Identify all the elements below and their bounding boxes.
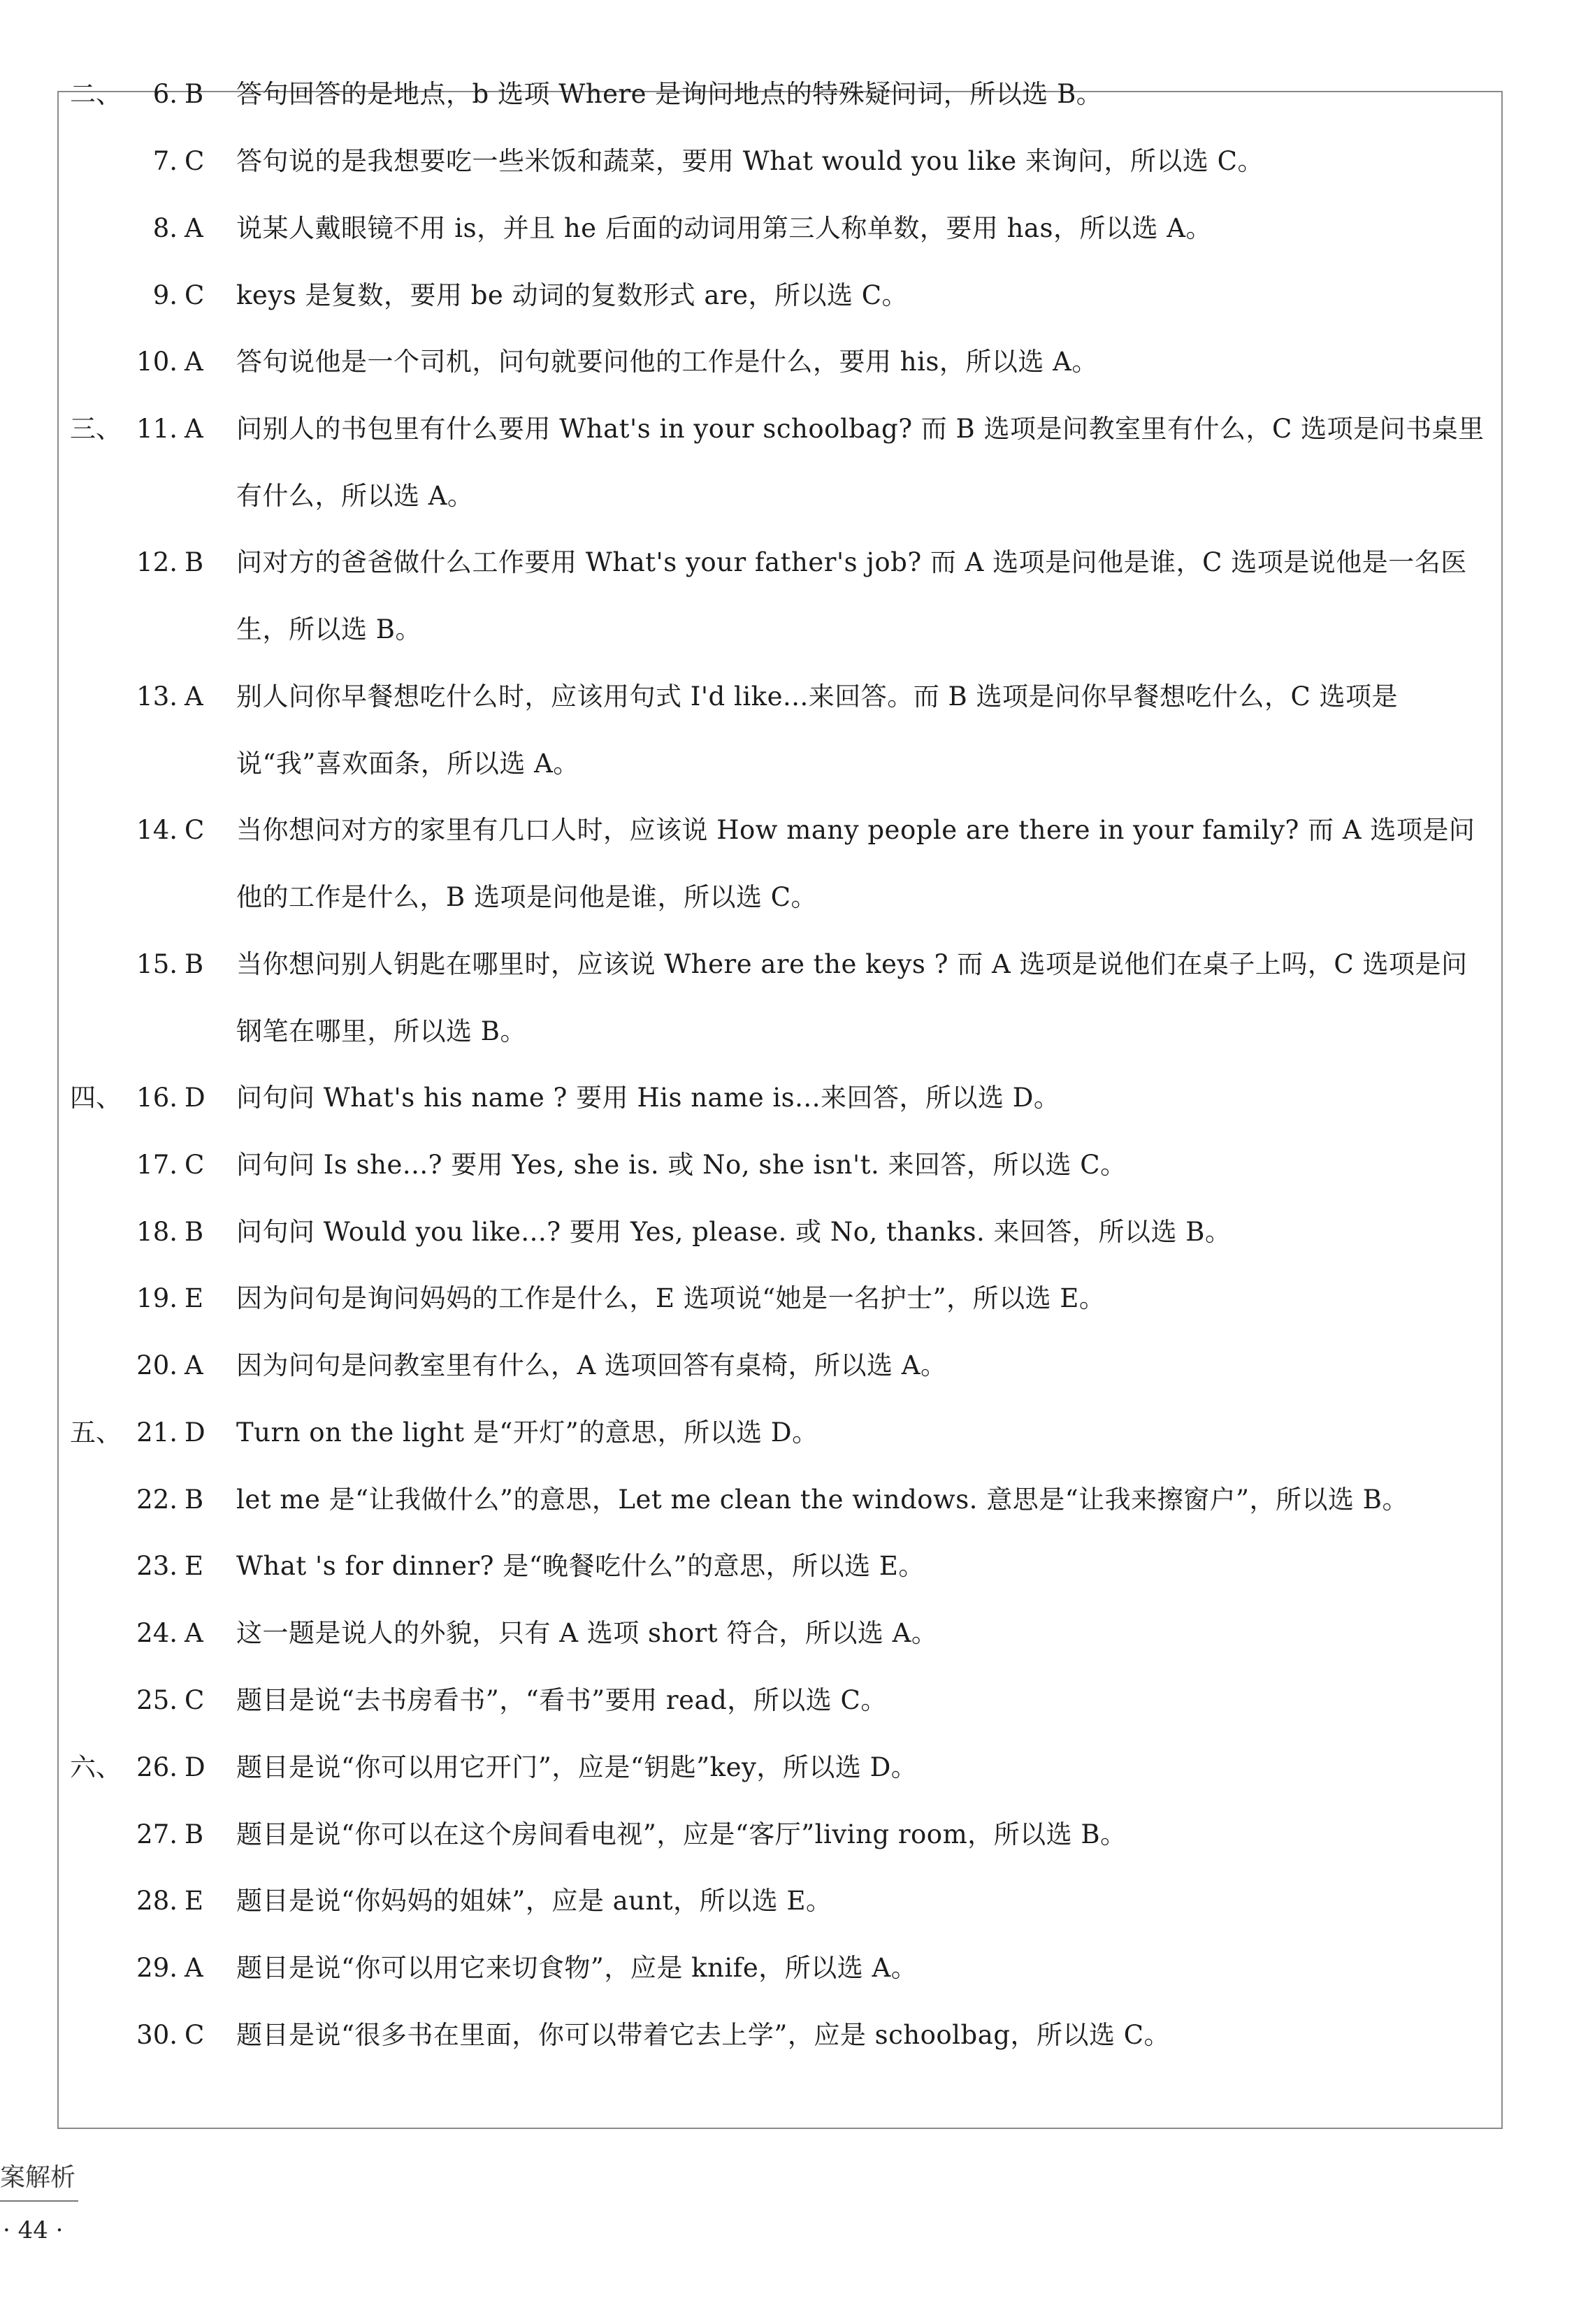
question-number: 16. [136,1083,178,1113]
answer-item [0,329,1581,396]
explanation-text: 题目是说“你妈妈的姐妹”，应是 aunt，所以选 E。 [236,1886,832,1916]
answer-item [0,1868,1581,1935]
explanation-text: 题目是说“去书房看书”，“看书”要用 read，所以选 C。 [236,1685,887,1715]
question-number: 25. [136,1685,178,1715]
answer-letter: A [185,347,203,377]
explanation-text: keys 是复数，要用 be 动词的复数形式 are，所以选 C。 [236,280,909,310]
explanation-text: 当你想问对方的家里有几口人时，应该说 How many people are there in your family? 而 A 选项是问他的工作是什么，B 选项是问他是谁，所以选 C。 [236,815,1475,912]
answer-letter: C [185,1685,205,1715]
answer-letter: B [185,547,204,577]
question-number: 7. [152,146,178,176]
answer-item [0,128,1581,195]
question-number: 15. [136,949,178,979]
answer-letter: B [185,1485,204,1515]
section-label: 五、 [70,1417,122,1448]
section-label: 二、 [70,79,122,109]
answer-letter: A [185,1618,203,1648]
section-label: 三、 [70,414,122,444]
question-number: 6. [152,79,178,109]
question-number: 28. [136,1886,178,1916]
answer-item [0,1801,1581,1868]
answer-item [0,1533,1581,1600]
section-label: 六、 [70,1752,122,1782]
answer-letter: B [185,949,204,979]
answer-letter: C [185,146,205,176]
answer-letter: A [185,681,203,712]
answer-letter: A [185,1953,203,1983]
answer-item [0,1064,1581,1132]
answer-letter: C [185,280,205,310]
answer-letter: A [185,414,203,444]
answer-item [0,195,1581,262]
question-number: 19. [136,1283,178,1313]
question-number: 10. [136,347,178,377]
answer-item [0,797,1581,931]
page-number: · 44 · [3,2216,64,2244]
answer-item [0,1399,1581,1466]
explanation-text: 答句回答的是地点，b 选项 Where 是询问地点的特殊疑问词，所以选 B。 [236,79,1103,109]
question-number: 29. [136,1953,178,1983]
explanation-text: 因为问句是问教室里有什么，A 选项回答有桌椅，所以选 A。 [236,1350,947,1380]
answer-item [0,1466,1581,1533]
explanation-text: 题目是说“你可以用它开门”，应是“钥匙”key，所以选 D。 [236,1752,918,1782]
answer-item [0,529,1581,663]
question-number: 20. [136,1350,178,1380]
explanation-text: 问句问 Is she...? 要用 Yes, she is. 或 No, she isn't. 来回答，所以选 C。 [236,1150,1127,1180]
question-number: 27. [136,1819,178,1849]
explanation-text: 问别人的书包里有什么要用 What's in your schoolbag? 而 B 选项是问教室里有什么，C 选项是问书桌里有什么，所以选 A。 [236,414,1485,511]
explanation-text: 题目是说“你可以在这个房间看电视”，应是“客厅”living room，所以选 B。 [236,1819,1127,1849]
answer-item [0,1600,1581,1667]
answer-letter: E [185,1886,204,1916]
answer-letter: B [185,1217,204,1247]
answer-letter: C [185,1150,205,1180]
explanation-text: 问句问 Would you like...? 要用 Yes, please. 或 No, thanks. 来回答，所以选 B。 [236,1217,1232,1247]
answer-letter: E [185,1551,204,1581]
answer-letter: C [185,815,205,845]
answer-letter: A [185,1350,203,1380]
answer-item [0,396,1581,530]
explanation-text: 当你想问别人钥匙在哪里时，应该说 Where are the keys ? 而 A 选项是说他们在桌子上吗，C 选项是问钢笔在哪里，所以选 B。 [236,949,1468,1046]
answer-item [0,1935,1581,2002]
section-label: 四、 [70,1083,122,1113]
question-number: 26. [136,1752,178,1782]
answer-item [0,1332,1581,1399]
explanation-text: What 's for dinner? 是“晚餐吃什么”的意思，所以选 E。 [236,1551,925,1581]
answer-item [0,931,1581,1065]
explanation-text: 答句说的是我想要吃一些米饭和蔬菜，要用 What would you like 来询问，所以选 C。 [236,146,1264,176]
question-number: 13. [136,681,178,712]
question-number: 9. [152,280,178,310]
explanation-text: 答句说他是一个司机，问句就要问他的工作是什么，要用 his，所以选 A。 [236,347,1098,377]
explanation-text: 问句问 What's his name ? 要用 His name is...来回答，所以选 D。 [236,1083,1060,1113]
answer-letter: B [185,1819,204,1849]
explanation-text: let me 是“让我做什么”的意思，Let me clean the windows. 意思是“让我来擦窗户”，所以选 B。 [236,1485,1408,1515]
question-number: 17. [136,1150,178,1180]
question-number: 11. [136,414,178,444]
answer-item [0,2002,1581,2069]
answer-item [0,1199,1581,1266]
answer-item [0,1734,1581,1801]
answer-item [0,1667,1581,1734]
explanation-text: 这一题是说人的外貌，只有 A 选项 short 符合，所以选 A。 [236,1618,938,1648]
explanation-text: 因为问句是询问妈妈的工作是什么，E 选项说“她是一名护士”，所以选 E。 [236,1283,1106,1313]
question-number: 12. [136,547,178,577]
answer-letter: D [185,1417,205,1448]
question-number: 14. [136,815,178,845]
answer-letter: C [185,2020,205,2050]
explanation-text: 问对方的爸爸做什么工作要用 What's your father's job? 而 A 选项是问他是谁，C 选项是说他是一名医生，所以选 B。 [236,547,1467,644]
question-number: 24. [136,1618,178,1648]
answer-letter: B [185,79,204,109]
answer-letter: E [185,1283,204,1313]
footer-label: 案解析 [0,2163,76,2192]
explanation-text: 题目是说“你可以用它来切食物”，应是 knife，所以选 A。 [236,1953,918,1983]
answer-item [0,262,1581,329]
answer-letter: A [185,213,203,243]
answer-item [0,663,1581,797]
question-number: 18. [136,1217,178,1247]
answer-item [0,61,1581,128]
explanation-text: 题目是说“很多书在里面，你可以带着它去上学”，应是 schoolbag，所以选 C。 [236,2020,1171,2050]
question-number: 23. [136,1551,178,1581]
explanation-text: Turn on the light 是“开灯”的意思，所以选 D。 [236,1417,818,1448]
answer-letter: D [185,1752,205,1782]
answer-item [0,1265,1581,1332]
explanation-text: 说某人戴眼镜不用 is，并且 he 后面的动词用第三人称单数，要用 has，所以选 A。 [236,213,1212,243]
question-number: 8. [152,213,178,243]
question-number: 21. [136,1417,178,1448]
explanation-text: 别人问你早餐想吃什么时，应该用句式 I'd like...来回答。而 B 选项是问你早餐想吃什么，C 选项是说“我”喜欢面条，所以选 A。 [236,681,1399,779]
footer-rule [0,2200,78,2202]
answer-item [0,1132,1581,1199]
answer-letter: D [185,1083,205,1113]
question-number: 22. [136,1485,178,1515]
question-number: 30. [136,2020,178,2050]
